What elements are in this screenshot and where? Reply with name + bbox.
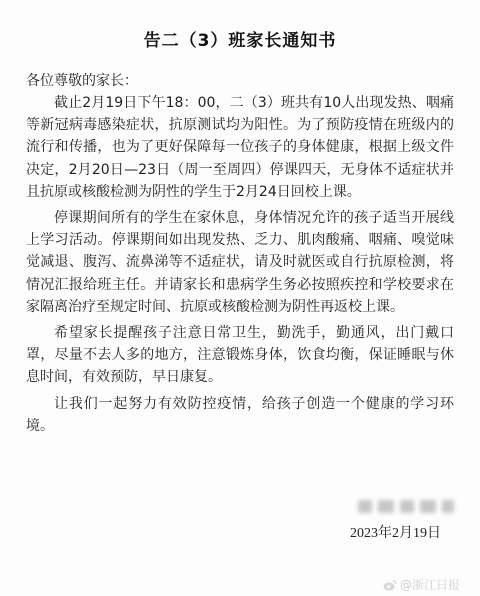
blurred-signature: [358, 498, 458, 516]
paragraph-2: 停课期间所有的学生在家休息，身体情况允许的孩子适当开展线上学习活动。停课期间如出现发热、乏力、肌肉酸痛、咽痛、嗅觉味觉减退、腹泻、流鼻涕等不适症状，请及时就医或自行抗原检测，将情况汇报给班主任。并请家长和患病学生务必按照疾控和学校要求在家隔离治疗至规定时间、抗原或核酸检测为阴性再返校上课。: [26, 210, 454, 315]
paragraph-4: 让我们一起努力有效防控疫情，给孩子创造一个健康的学习环境。: [26, 395, 454, 434]
blur-mark: [400, 500, 414, 513]
salutation: 各位尊敬的家长：: [26, 73, 138, 89]
blur-mark: [378, 500, 394, 513]
paragraph-3: 希望家长提醒孩子注意日常卫生，勤洗手，勤通风，出门戴口罩，尽量不去人多的地方，注意锻炼身体，饮食均衡，保证睡眠与休息时间，有效预防，早日康复。: [26, 325, 454, 386]
weibo-icon: [383, 579, 397, 591]
notice-body: [26, 92, 454, 441]
paragraph-1: 截止2月19日下午18：00，二（3）班共有10人出现发热、咽痛等新冠病毒感染症状，抗原测试均为阳性。为了预防疫情在班级内的流行和传播，也为了更好保障每一位孩子的身体健康，根据上级文件决定，2月20日—23日（周一至周四）停课四天，无身体不适症状并且抗原或核酸检测为阴性的学生于2月24日回校上课。: [26, 95, 454, 200]
notice-date: 2023年2月19日: [350, 526, 441, 541]
notice-title: 告二（3）班家长通知书: [143, 31, 337, 51]
blur-mark: [420, 500, 436, 513]
weibo-watermark: [383, 576, 460, 593]
watermark-text: @浙江日报: [399, 578, 460, 592]
blur-mark: [358, 500, 372, 513]
blur-mark: [442, 500, 454, 513]
